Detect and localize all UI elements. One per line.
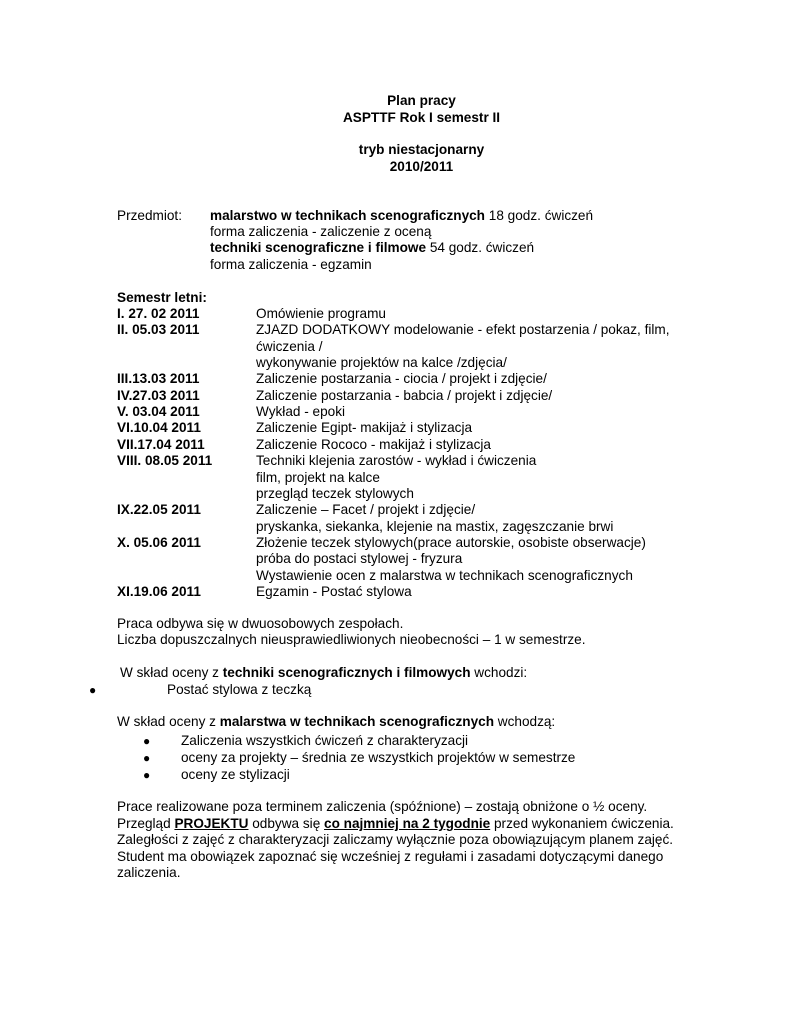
schedule-description: Zaliczenie Egipt- makijaż i stylizacja xyxy=(256,420,473,436)
rule-review-project: PROJEKTU xyxy=(174,816,249,831)
schedule-date: VIII. 08.05 2011 xyxy=(117,453,213,469)
schedule-title: Semestr letni: xyxy=(117,290,207,305)
schedule-description: Zaliczenie postarzania - babcia / projekt i zdjęcie/ xyxy=(256,387,553,403)
grading-2-item: oceny za projekty – średnia ze wszystkich projektów w semestrze xyxy=(181,750,576,765)
schedule-description: Złożenie teczek stylowych(prace autorskie, osobiste obserwacje) xyxy=(256,534,646,550)
grading-2-pre: W skład oceny z xyxy=(117,714,220,729)
subject-1-hours: 18 godz. ćwiczeń xyxy=(485,208,594,223)
schedule-date: II. 05.03 2011 xyxy=(117,322,200,338)
schedule-date: X. 05.06 2011 xyxy=(117,534,201,550)
doc-subtitle: ASPTTF Rok I semestr II xyxy=(342,110,501,125)
schedule-date: IV.27.03 2011 xyxy=(117,387,200,403)
schedule-date: VI.10.04 2011 xyxy=(117,420,201,436)
rule-review-post: przed wykonaniem ćwiczenia. xyxy=(490,816,674,831)
grading-1-post: wchodzi: xyxy=(470,665,528,680)
schedule-description: wykonywanie projektów na kalce /zdjęcia/ xyxy=(256,355,507,371)
subject-label: Przedmiot: xyxy=(117,208,182,223)
academic-year: 2010/2011 xyxy=(389,159,454,174)
grading-1-subject: techniki scenograficznych i filmowych xyxy=(222,665,471,680)
subject-2-form: forma zaliczenia - egzamin xyxy=(210,257,372,272)
schedule-description: Zaliczenie – Facet / projekt i zdjęcie/ xyxy=(256,502,476,518)
grading-2-item: Zaliczenia wszystkich ćwiczeń z charakteryzacji xyxy=(181,733,469,748)
grading-1-heading xyxy=(120,665,527,681)
schedule-description: ćwiczenia / xyxy=(256,338,323,354)
schedule-date: V. 03.04 2011 xyxy=(117,404,200,420)
grading-2-item: oceny ze stylizacji xyxy=(181,767,290,782)
note-teams: Praca odbywa się w dwuosobowych zespołach. xyxy=(117,616,404,631)
schedule-description: Techniki klejenia zarostów - wykład i ćwiczenia xyxy=(256,453,537,469)
bullet-icon: ● xyxy=(89,683,97,697)
schedule-description: Wykład - epoki xyxy=(256,404,346,420)
subject-2 xyxy=(210,240,534,256)
rule-review-deadline: co najmniej na 2 tygodnie xyxy=(324,816,491,831)
rule-makeup: Zaległości z zajęć z charakteryzacji zaliczamy wyłącznie poza obowiązującym planem zajęć. xyxy=(117,832,674,847)
subject-2-name: techniki scenograficzne i filmowe xyxy=(210,240,427,255)
schedule-date: VII.17.04 2011 xyxy=(117,436,205,452)
schedule-description: Zaliczenie postarzania - ciocia / projekt i zdjęcie/ xyxy=(256,371,547,387)
schedule-description: Zaliczenie Rococo - makijaż i stylizacja xyxy=(256,436,491,452)
study-mode: tryb niestacjonarny xyxy=(358,142,485,157)
schedule-description: Egzamin - Postać stylowa xyxy=(256,583,412,599)
subject-1-form: forma zaliczenia - zaliczenie z oceną xyxy=(210,224,432,239)
rule-obligation: Student ma obowiązek zapoznać się wcześniej z regułami i zasadami dotyczącymi danego xyxy=(117,849,664,864)
note-absences: Liczba dopuszczalnych nieusprawiedliwionych nieobecności – 1 w semestrze. xyxy=(117,632,586,647)
schedule-date: I. 27. 02 2011 xyxy=(117,306,200,321)
schedule-description: przegląd teczek stylowych xyxy=(256,485,414,501)
schedule-date: III.13.03 2011 xyxy=(117,371,200,387)
schedule-description: ZJAZD DODATKOWY modelowanie - efekt postarzenia / pokaz, film, xyxy=(256,322,670,338)
grading-1-pre: W skład oceny z xyxy=(120,665,223,680)
grading-1-item: Postać stylowa z teczką xyxy=(167,682,312,697)
schedule-description: Wystawienie ocen z malarstwa w technikach scenograficznych xyxy=(256,567,633,583)
subject-2-hours: 54 godz. ćwiczeń xyxy=(426,240,535,255)
grading-2-subject: malarstwa w technikach scenograficznych xyxy=(219,714,494,729)
doc-title: Plan pracy xyxy=(387,93,456,108)
rule-review-mid: odbywa się xyxy=(248,816,325,831)
rule-obligation-cont: zaliczenia. xyxy=(117,865,181,880)
subject-1-name: malarstwo w technikach scenograficznych xyxy=(210,208,485,223)
subject-1 xyxy=(210,208,593,224)
schedule-description: próba do postaci stylowej - fryzura xyxy=(256,551,463,567)
bullet-icon: ● xyxy=(143,768,151,782)
rule-project-review xyxy=(117,816,674,832)
schedule-date: IX.22.05 2011 xyxy=(117,502,201,518)
schedule-description: Omówienie programu xyxy=(256,306,386,321)
rule-review-pre: Przegląd xyxy=(117,816,175,831)
schedule-date: XI.19.06 2011 xyxy=(117,583,201,599)
grading-2-post: wchodzą: xyxy=(494,714,556,729)
grading-2-heading xyxy=(117,714,555,730)
bullet-icon: ● xyxy=(143,751,151,765)
schedule-description: pryskanka, siekanka, klejenie na mastix, zagęszczanie brwi xyxy=(256,518,614,534)
bullet-icon: ● xyxy=(143,734,151,748)
schedule-description: film, projekt na kalce xyxy=(256,469,380,485)
rule-late-work: Prace realizowane poza terminem zaliczenia (spóźnione) – zostają obniżone o ½ oceny. xyxy=(117,799,648,814)
